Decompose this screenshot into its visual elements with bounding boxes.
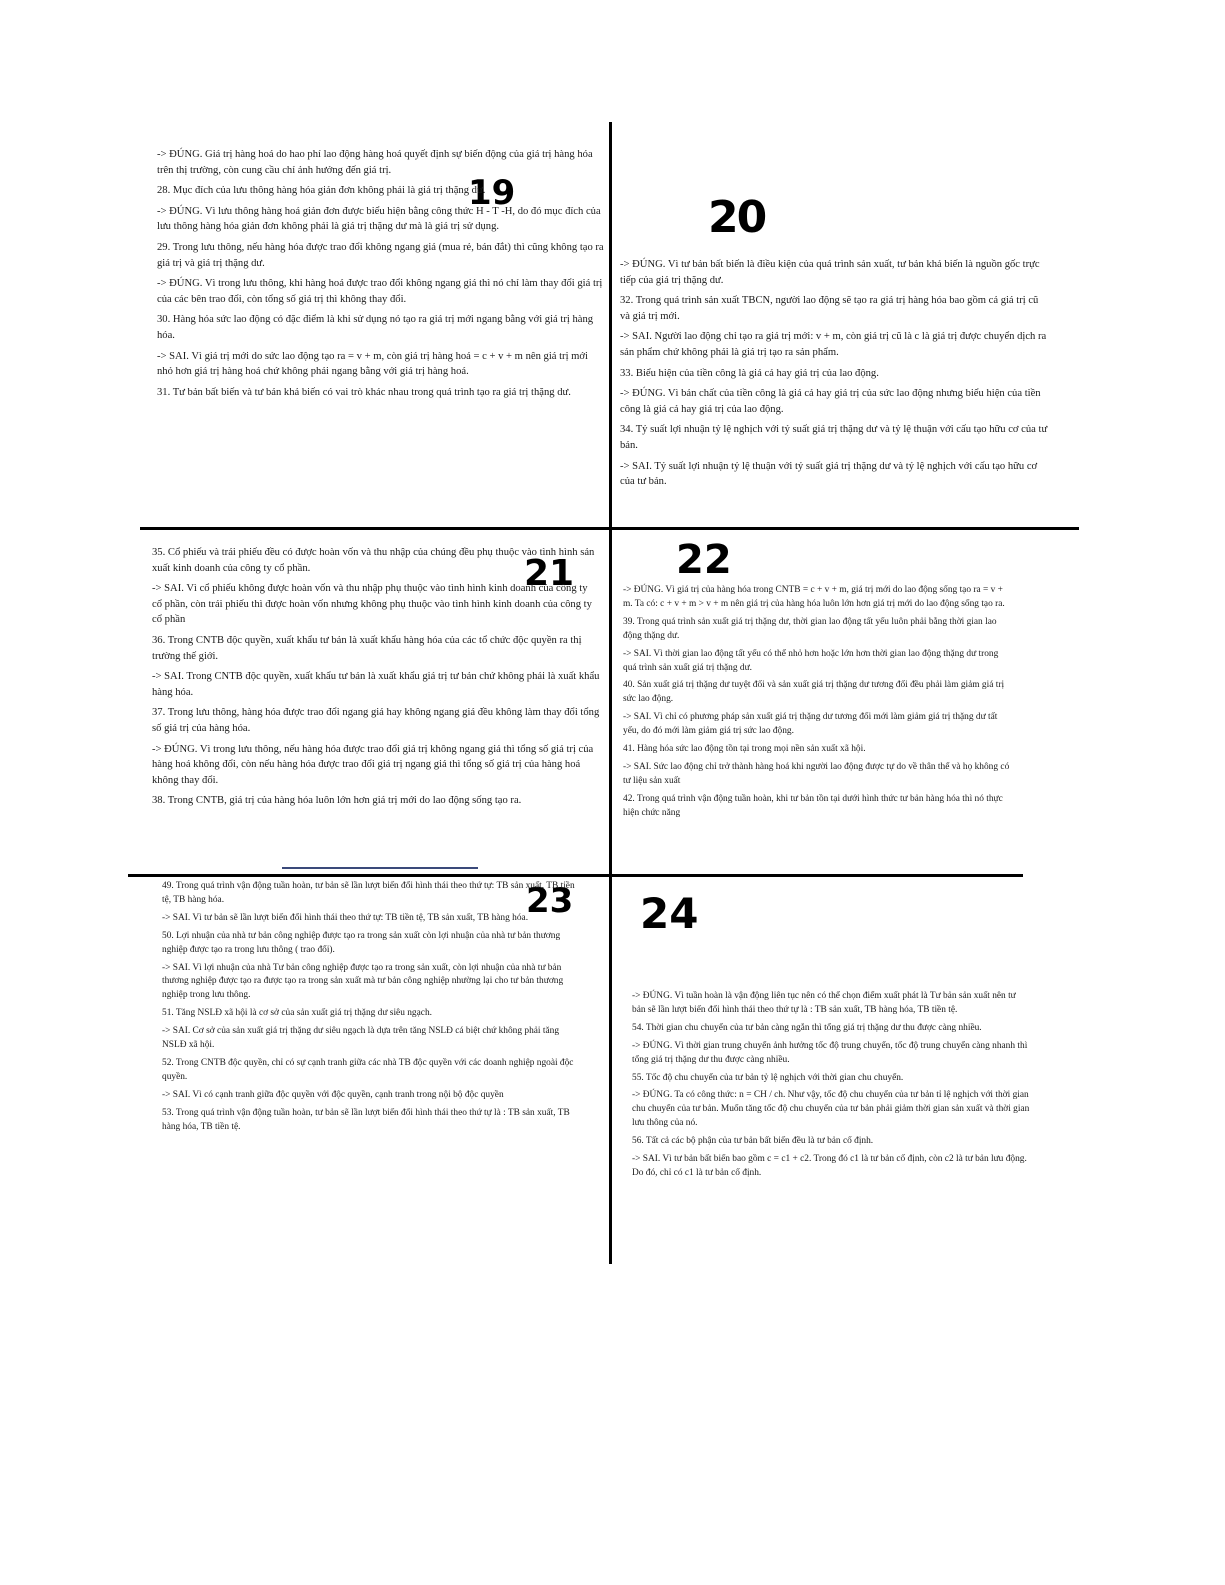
question: 41. Hàng hóa sức lao động tồn tại trong mọi nền sản xuất xã hội. xyxy=(623,744,866,755)
answer: -> SAI. Vì chỉ có phương pháp sản xuất giá trị thặng dư tương đối mới làm giảm giá trị thặng dư tất yếu, do đó mới làm giảm giá trị sức lao động. xyxy=(623,712,998,737)
quadrant-24 xyxy=(632,990,1030,1185)
answer: -> SAI. Vì thời gian lao động tất yếu có thể nhỏ hơn hoặc lớn hơn thời gian lao động thặng dư trong quá trình sản xuất giá trị thặng dư. xyxy=(623,648,999,673)
answer: -> SAI. Cơ sở của sản xuất giá trị thặng dư siêu ngạch là dựa trên tăng NSLĐ cá biệt chứ không phải tăng NSLĐ xã hội. xyxy=(162,1026,560,1051)
answer: -> ĐÚNG. Vì trong lưu thông, khi hàng hoá được trao đổi không ngang giá thì nó chỉ làm thay đổi giá trị của các bên trao đổi, còn tổng số giá trị thì không thay đổi. xyxy=(157,278,603,305)
answer: -> SAI. Vì giá trị mới do sức lao động tạo ra = v + m, còn giá trị hàng hoá = c + v + m nên giá trị mới nhỏ hơn giá trị hàng hoá chứ không phải ngang bằng với giá trị hàng hoá. xyxy=(157,350,588,378)
answer: -> ĐÚNG. Vì giá trị của hàng hóa trong CNTB = c + v + m, giá trị mới do lao động sống tạo ra = v + m. Ta có: c + v + m > v + m nên giá trị của hàng hóa luôn lớn hơn giá trị mới do lao động sống tạo ra. xyxy=(623,585,1005,609)
question: 36. Trong CNTB độc quyền, xuất khẩu tư bản là xuất khẩu hàng hóa của các tổ chức độc quyền ra thị trường thế giới. xyxy=(152,634,582,662)
question: 42. Trong quá trình vận động tuần hoàn, khi tư bản tồn tại dưới hình thức tư bản hàng hóa thì nó thực hiện chức năng xyxy=(623,793,1003,818)
section-number-20: 20 xyxy=(708,192,766,243)
answer: -> SAI. Tỷ suất lợi nhuận tỷ lệ thuận với tỷ suất giá trị thặng dư và tỷ lệ nghịch với cấu tạo hữu cơ của tư bản. xyxy=(620,460,1038,488)
answer: -> ĐÚNG. Vì tư bản bất biến là điều kiện của quá trình sản xuất, tư bản khả biến là nguồn gốc trực tiếp của giá trị thặng dư. xyxy=(620,259,1040,286)
question: 53. Trong quá trình vận động tuần hoàn, tư bản sẽ lần lượt biến đổi hình thái theo thứ tự là : TB sản xuất, TB hàng hóa, TB tiền tệ. xyxy=(162,1107,570,1132)
answer: -> SAI. Vì lợi nhuận của nhà Tư bản công nghiệp được tạo ra trong sản xuất, còn lợi nhuận của nhà tư bản thương nghiệp được tạo ra được tạo ra trong sản xuất mà tư bản công nghiệp nhường lại cho tư bản thương nghiệp trong lưu thông. xyxy=(162,962,564,1001)
question: 37. Trong lưu thông, hàng hóa được trao đổi ngang giá hay không ngang giá đều không làm thay đổi tổng số giá trị của hàng hóa. xyxy=(152,707,600,734)
question: 39. Trong quá trình sản xuất giá trị thặng dư, thời gian lao động tất yếu luôn phải bằng thời gian lao động thặng dư. xyxy=(623,616,997,641)
question: 38. Trong CNTB, giá trị của hàng hóa luôn lớn hơn giá trị mới do lao động sống tạo ra. xyxy=(152,795,522,807)
question: 34. Tỷ suất lợi nhuận tỷ lệ nghịch với tỷ suất giá trị thặng dư và tỷ lệ thuận với cấu tạo hữu cơ của tư bản. xyxy=(620,424,1048,451)
underline-mark xyxy=(282,867,478,869)
answer: -> SAI. Trong CNTB độc quyền, xuất khẩu tư bản là xuất khẩu giá trị tư bản chứ không phải là xuất khẩu hàng hóa. xyxy=(152,671,600,698)
question: 40. Sản xuất giá trị thặng dư tuyệt đối và sản xuất giá trị thặng dư tương đối đều phải làm giảm giá trị sức lao động. xyxy=(623,680,1005,705)
question: 30. Hàng hóa sức lao động có đặc điểm là khi sử dụng nó tạo ra giá trị mới ngang bằng với giá trị hàng hóa. xyxy=(157,314,594,341)
quadrant-22 xyxy=(623,584,1011,825)
answer: -> SAI. Vì tư bản bất biến bao gồm c = c1 + c2. Trong đó c1 là tư bản cố định, còn c2 là tư bản lưu động. Do đó, chỉ có c1 là tư bản cố định. xyxy=(632,1154,1027,1178)
answer: -> ĐÚNG. Vì lưu thông hàng hoá giản đơn được biểu hiện bằng công thức H - T -H, do đó mục đích của lưu thông hàng hóa giản đơn không phải là giá trị thặng dư mà là giá trị sử dụng. xyxy=(157,205,601,233)
question: 49. Trong quá trình vận động tuần hoàn, tư bản sẽ lần lượt biến đổi hình thái theo thứ tự: TB sản xuất, TB tiền tệ, TB hàng hóa. xyxy=(162,881,575,905)
answer: -> SAI. Vì có cạnh tranh giữa độc quyền với độc quyền, cạnh tranh trong nội bộ độc quyền xyxy=(162,1089,504,1100)
answer: -> SAI. Vì cổ phiếu không được hoàn vốn và thu nhập phụ thuộc vào tình hình kinh doanh của công ty cổ phần, còn trái phiếu thì được hoàn vốn nhưng không phụ thuộc vào tình hình kinh doanh của công ty cổ phần xyxy=(152,583,592,626)
question: 32. Trong quá trình sản xuất TBCN, người lao động sẽ tạo ra giá trị hàng hóa bao gồm cả giá trị cũ và giá trị mới. xyxy=(620,295,1039,322)
answer: -> ĐÚNG. Vì thời gian trung chuyển ảnh hưởng tốc độ trung chuyển, tốc độ trung chuyển càng nhanh thì tổng giá trị thặng dư thu được càng nhiều. xyxy=(632,1040,1028,1065)
section-number-19: 19 xyxy=(468,173,516,213)
section-number-23: 23 xyxy=(526,881,574,921)
quadrant-21 xyxy=(152,545,600,814)
section-number-21: 21 xyxy=(524,553,575,594)
answer: -> SAI. Sức lao động chỉ trở thành hàng hoá khi người lao động được tự do về thân thể và họ không có tư liệu sản xuất xyxy=(623,761,1010,786)
question: 54. Thời gian chu chuyển của tư bản càng ngắn thì tổng giá trị thặng dư thu được càng nhiều. xyxy=(632,1022,982,1033)
answer: -> ĐÚNG. Vì tuần hoàn là vận động liên tục nên có thể chọn điểm xuất phát là Tư bản sản xuất nên tư bản sẽ lần lượt biến đổi hình thái theo thứ tự là : TB sản xuất, TB hàng hóa, TB tiền tệ. xyxy=(632,991,1016,1015)
quadrant-20 xyxy=(620,257,1050,495)
question: 55. Tốc độ chu chuyển của tư bản tỷ lệ nghịch với thời gian chu chuyển. xyxy=(632,1072,904,1083)
answer: -> SAI. Vì tư bản sẽ lần lượt biến đổi hình thái theo thứ tự: TB tiền tệ, TB sản xuất, TB hàng hóa. xyxy=(162,912,529,923)
question: 29. Trong lưu thông, nếu hàng hóa được trao đổi không ngang giá (mua rẻ, bán đắt) thì cũng không tạo ra giá trị và giá trị thặng dư. xyxy=(157,241,604,269)
answer: -> ĐÚNG. Vì bản chất của tiền công là giá cả hay giá trị của sức lao động nhưng biểu hiện của tiền công là giá cả hay giá trị của lao động. xyxy=(620,388,1041,415)
answer: -> ĐÚNG. Ta có công thức: n = CH / ch. Như vậy, tốc độ chu chuyển của tư bản tỉ lệ nghịch với thời gian chu chuyển của tư bản. Muốn tăng tốc độ chu chuyển của tư bản phải giảm thời gian sản xuất và thời gian lưu thông của nó. xyxy=(632,1090,1030,1129)
question: 28. Mục đích của lưu thông hàng hóa giản đơn không phải là giá trị thặng dư. xyxy=(157,185,486,197)
question: 33. Biểu hiện của tiền công là giá cả hay giá trị của lao động. xyxy=(620,367,879,379)
question: 52. Trong CNTB độc quyền, chỉ có sự cạnh tranh giữa các nhà TB độc quyền với các doanh nghiệp ngoài độc quyền. xyxy=(162,1057,574,1082)
answer: -> ĐÚNG. Vì trong lưu thông, nếu hàng hóa được trao đổi giá trị không ngang giá thì tổng số giá trị của hàng hoá không đổi, còn nếu hàng hóa được trao đổi giá trị ngang giá thì tổng số giá trị của hàng hoá không thay đổi. xyxy=(152,743,594,786)
question: 35. Cổ phiếu và trái phiếu đều có được hoàn vốn và thu nhập của chúng đều phụ thuộc vào tình hình sản xuất kinh doanh của công ty cổ phần. xyxy=(152,547,595,574)
vertical-divider xyxy=(609,122,612,1264)
quadrant-23 xyxy=(162,880,576,1139)
quadrant-19 xyxy=(157,147,604,405)
question: 31. Tư bản bất biến và tư bản khả biến có vai trò khác nhau trong quá trình tạo ra giá trị thặng dư. xyxy=(157,386,571,398)
question: 50. Lợi nhuận của nhà tư bản công nghiệp được tạo ra trong sản xuất còn lợi nhuận của nhà tư bản thương nghiệp được tạo ra trong lưu thông ( trao đổi). xyxy=(162,930,561,955)
answer: -> SAI. Người lao động chỉ tạo ra giá trị mới: v + m, còn giá trị cũ là c là giá trị được chuyển dịch ra sản phẩm chứ không phải là giá trị tạo ra sản phẩm. xyxy=(620,331,1047,358)
section-number-22: 22 xyxy=(676,537,732,583)
question: 51. Tăng NSLĐ xã hội là cơ sở của sản xuất giá trị thặng dư siêu ngạch. xyxy=(162,1008,432,1019)
section-number-24: 24 xyxy=(640,889,699,938)
horizontal-divider-top xyxy=(140,527,1079,530)
horizontal-divider-bottom xyxy=(128,874,1023,877)
question: 56. Tất cả các bộ phận của tư bản bất biến đều là tư bản cố định. xyxy=(632,1136,874,1147)
paragraph: -> ĐÚNG. Giá trị hàng hoá do hao phí lao động hàng hoá quyết định sự biến động của giá trị hàng hóa trên thị trường, còn cung cầu chỉ ảnh hưởng đến giá trị. xyxy=(157,149,593,176)
